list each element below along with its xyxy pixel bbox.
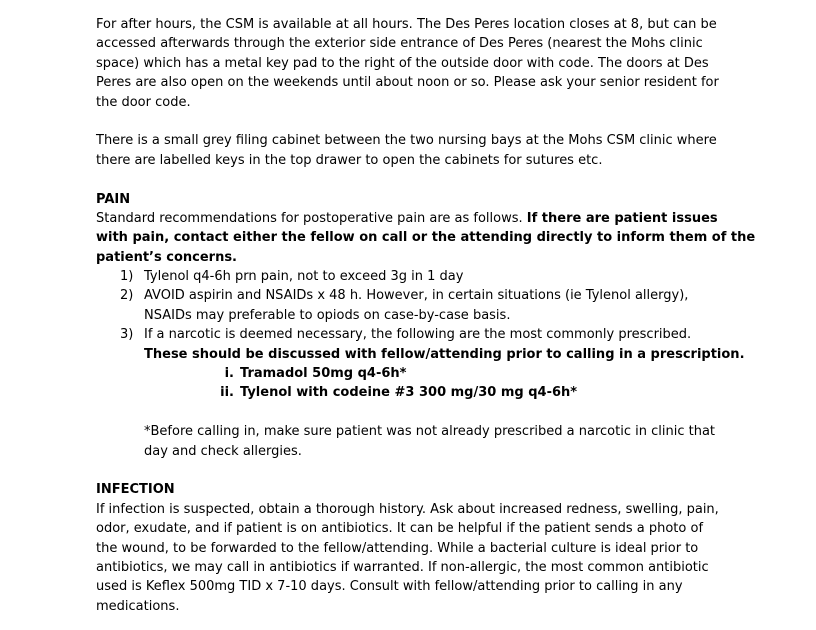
list-number: 3) xyxy=(120,327,134,343)
filing-cabinet-paragraph xyxy=(96,131,726,170)
text-line xyxy=(96,209,726,228)
text-line: day and check allergies. xyxy=(144,443,302,459)
text-line: If infection is suspected, obtain a thorough history. Ask about increased redness, swelling, pain, xyxy=(96,501,719,517)
text-line: there are labelled keys in the top drawer to open the cabinets for sutures etc. xyxy=(96,152,603,168)
list-item-text: If a narcotic is deemed necessary, the following are the most commonly prescribed. xyxy=(144,327,692,343)
sub-list-text: Tylenol with codeine #3 300 mg/30 mg q4-6h* xyxy=(240,385,578,401)
pain-section xyxy=(96,190,756,461)
text-line: *Before calling in, make sure patient was not already prescribed a narcotic in clinic that xyxy=(144,424,716,440)
sub-list-number: ii. xyxy=(220,385,234,401)
pain-intro-text: Standard recommendations for postoperative pain are as follows. xyxy=(96,210,527,226)
pain-numbered-list xyxy=(96,267,745,403)
text-line: the wound, to be forwarded to the fellow/attending. While a bacterial culture is ideal prior to xyxy=(96,540,699,556)
list-item-bold-text: These should be discussed with fellow/attending prior to calling in a prescription. xyxy=(144,346,745,362)
text-line: odor, exudate, and if patient is on antibiotics. It can be helpful if the patient sends a photo of xyxy=(96,521,704,537)
list-number: 2) xyxy=(120,288,134,304)
pain-instruction-bold: with pain, contact either the fellow on call or the attending directly to inform them of the xyxy=(96,230,756,246)
text-line: For after hours, the CSM is available at all hours. The Des Peres location closes at 8, but can be xyxy=(96,17,717,32)
list-item-text: AVOID aspirin and NSAIDs x 48 h. However, in certain situations (ie Tylenol allergy), xyxy=(144,288,689,304)
text-line: the door code. xyxy=(96,94,191,110)
text-line: accessed afterwards through the exterior side entrance of Des Peres (nearest the Mohs clinic xyxy=(96,36,703,52)
text-line: Peres are also open on the weekends until about noon or so. Please ask your senior resident for xyxy=(96,75,719,91)
paragraph-gap xyxy=(96,403,726,422)
after-hours-paragraph xyxy=(96,15,726,112)
text-line: medications. xyxy=(96,598,180,614)
list-item xyxy=(96,267,726,286)
paragraph-gap xyxy=(96,170,726,189)
sub-list-item xyxy=(96,364,726,383)
sub-list-number: i. xyxy=(224,366,234,382)
text-line: There is a small grey filing cabinet between the two nursing bays at the Mohs CSM clinic where xyxy=(96,133,717,149)
paragraph-gap xyxy=(96,112,726,131)
list-item xyxy=(96,286,726,305)
list-number: 1) xyxy=(120,269,134,285)
text-line: antibiotics, we may call in antibiotics if warranted. If non-allergic, the most common antibiotic xyxy=(96,559,709,575)
sub-list-item xyxy=(96,383,726,402)
document-page xyxy=(96,15,756,616)
list-item-text: NSAIDs may preferable to opiods on case-by-case basis. xyxy=(144,307,511,323)
pain-instruction-bold: If there are patient issues xyxy=(526,210,718,226)
sub-list-text: Tramadol 50mg q4-6h* xyxy=(240,366,407,382)
text-line: space) which has a metal key pad to the right of the outside door with code. The doors at Des xyxy=(96,55,709,71)
list-item-text: Tylenol q4-6h prn pain, not to exceed 3g in 1 day xyxy=(144,269,464,285)
pain-instruction-bold: patient’s concerns. xyxy=(96,249,237,265)
paragraph-gap xyxy=(96,461,726,480)
narcotic-note xyxy=(96,422,726,461)
list-item xyxy=(96,325,726,344)
pain-heading: PAIN xyxy=(96,191,131,207)
text-line: used is Keflex 500mg TID x 7-10 days. Consult with fellow/attending prior to calling in any xyxy=(96,579,683,595)
infection-section xyxy=(96,480,726,616)
infection-heading: INFECTION xyxy=(96,482,175,498)
